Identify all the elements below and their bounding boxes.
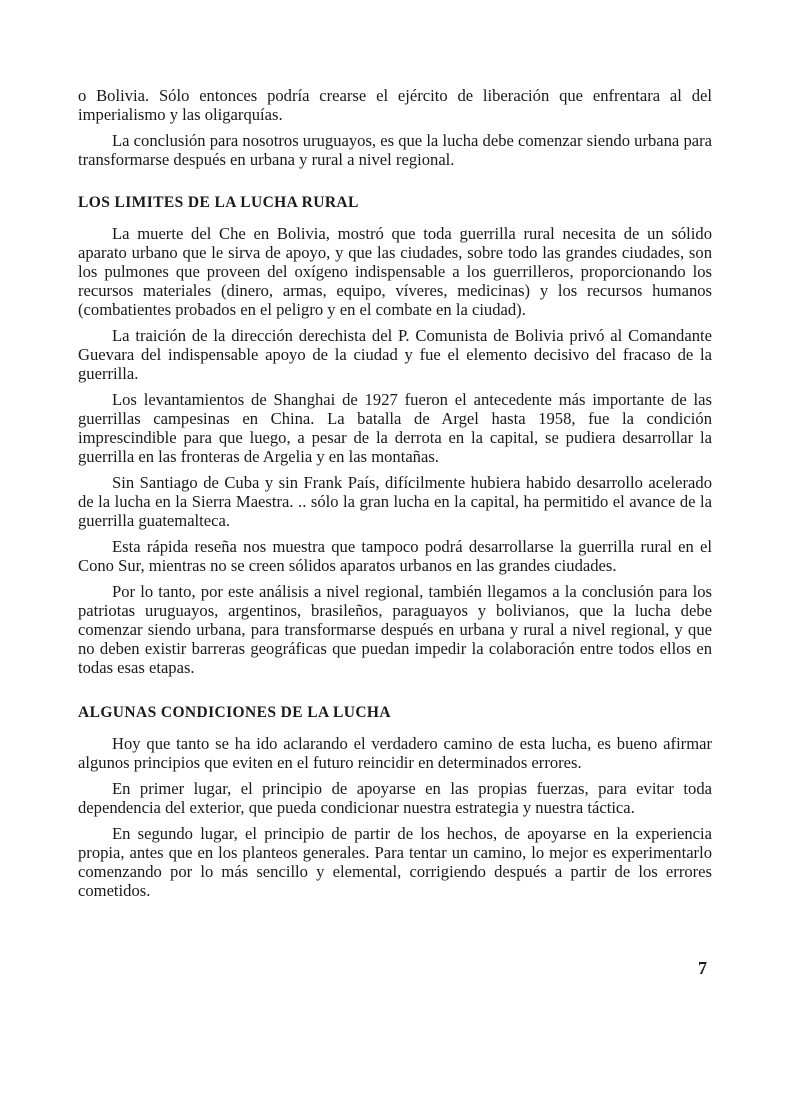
section2-paragraph-3: En segundo lugar, el principio de partir de los hechos, de apoyarse en la experiencia propia, antes que en los planteos generales. Para tentar un camino, lo mejor es experimentarlo comenzando por lo más sencillo y elemental, corrigiendo después a partir de los errores cometidos.: [78, 824, 712, 900]
section-heading-limites: LOS LIMITES DE LA LUCHA RURAL: [78, 194, 359, 211]
section2-paragraph-1: Hoy que tanto se ha ido aclarando el verdadero camino de esta lucha, es bueno afirmar algunos principios que eviten en el futuro reincidir en determinados errores.: [78, 734, 712, 772]
section2-paragraph-2: En primer lugar, el principio de apoyarse en las propias fuerzas, para evitar toda dependencia del exterior, que pueda condicionar nuestra estrategia y nuestra táctica.: [78, 779, 712, 817]
section1-paragraph-5: Esta rápida reseña nos muestra que tampoco podrá desarrollarse la guerrilla rural en el Cono Sur, mientras no se creen sólidos aparatos urbanos en las grandes ciudades.: [78, 537, 712, 575]
page-body: [78, 86, 712, 907]
section1-paragraph-3: Los levantamientos de Shanghai de 1927 fueron el antecedente más importante de las guerrillas campesinas en China. La batalla de Argel hasta 1958, fue la condición imprescindible para que luego, a pesar de la derrota en la capital, se pudiera desarrollar la guerrilla en las fronteras de Argelia y en las montañas.: [78, 390, 712, 466]
section1-paragraph-1: La muerte del Che en Bolivia, mostró que toda guerrilla rural necesita de un sólido aparato urbano que le sirva de apoyo, y que las ciudades, sobre todo las grandes ciudades, son los pulmones que proveen del oxígeno indispensable a los guerrilleros, proporcionando los recursos materiales (dinero, armas, equipo, víveres, medicinas) y los recursos humanos (combatientes probados en el peligro y en el combate en la ciudad).: [78, 224, 712, 319]
intro-paragraph-2: La conclusión para nosotros uruguayos, es que la lucha debe comenzar siendo urbana para transformarse después en urbana y rural a nivel regional.: [78, 131, 712, 169]
section1-paragraph-4: Sin Santiago de Cuba y sin Frank País, difícilmente hubiera habido desarrollo acelerado de la lucha en la Sierra Maestra. .. sólo la gran lucha en la capital, ha permitido el avance de la guerrilla guatemalteca.: [78, 473, 712, 530]
intro-paragraph-1: o Bolivia. Sólo entonces podría crearse el ejército de liberación que enfrentara al del imperialismo y las oligarquías.: [78, 86, 712, 124]
section1-paragraph-2: La traición de la dirección derechista del P. Comunista de Bolivia privó al Comandante Guevara del indispensable apoyo de la ciudad y fue el elemento decisivo del fracaso de la guerrilla.: [78, 326, 712, 383]
section-heading-condiciones: ALGUNAS CONDICIONES DE LA LUCHA: [78, 704, 391, 721]
section1-paragraph-6: Por lo tanto, por este análisis a nivel regional, también llegamos a la conclusión para los patriotas uruguayos, argentinos, brasileños, paraguayos y bolivianos, que la lucha debe comenzar siendo urbana, para transformarse después en urbana y rural a nivel regional, y que no deben existir barreras geográficas que puedan impedir la colaboración entre todos ellos en todas esas etapas.: [78, 582, 712, 677]
page-number: 7: [698, 958, 707, 978]
